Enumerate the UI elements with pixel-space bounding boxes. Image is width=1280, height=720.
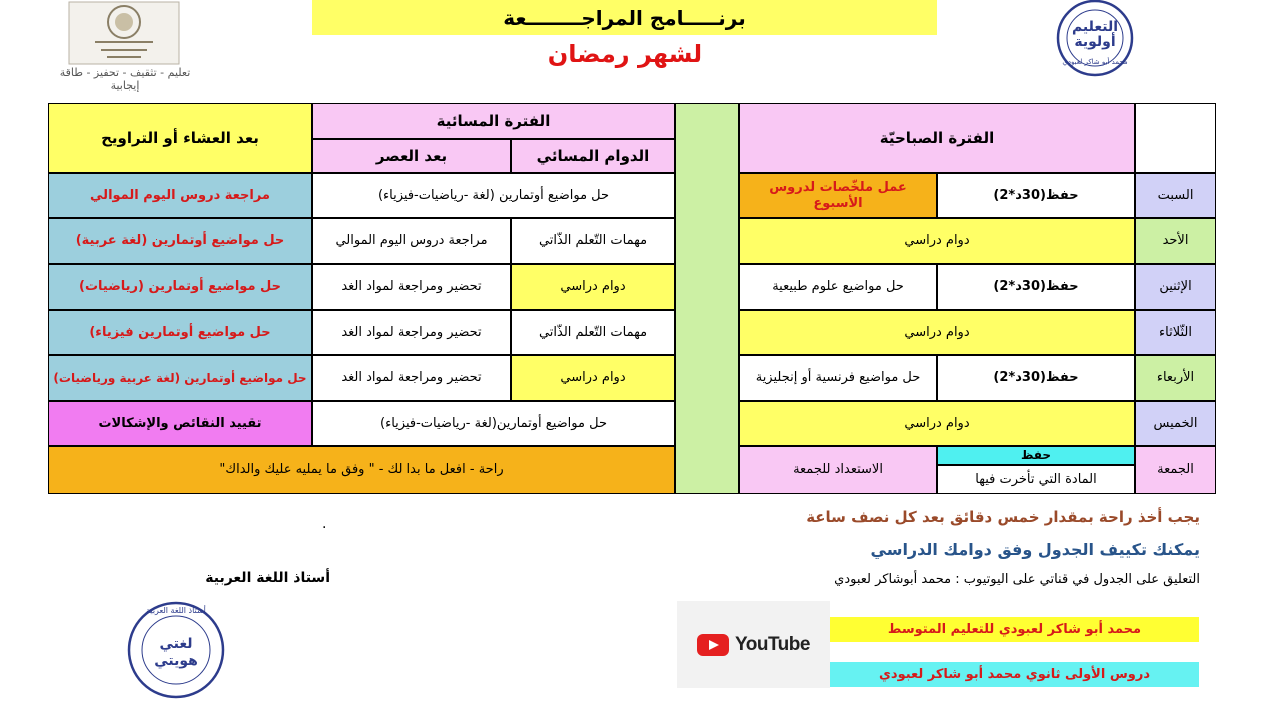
teacher-label: أستاذ اللغة العربية xyxy=(205,570,330,586)
fri-morning-2: الاستعداد للجمعة xyxy=(739,446,937,494)
logo-caption: تعليم - تثقيف - تحفيز - طاقة إيجابية xyxy=(59,66,191,92)
fri-morning-1-top: حفظ xyxy=(937,446,1135,465)
youtube-logo[interactable] xyxy=(677,601,830,688)
stray-dot: . xyxy=(322,516,327,532)
wed-night: حل مواضيع أوتمارين (لغة عربية ورياضيات) xyxy=(48,355,312,401)
sun-evening-1: مهمات التّعلم الذّاتي xyxy=(511,218,675,264)
tue-evening-1: مهمات التّعلم الذّاتي xyxy=(511,310,675,355)
wed-evening-2: تحضير ومراجعة لمواد الغد xyxy=(312,355,511,401)
wed-morning-2: حل مواضيع فرنسية أو إنجليزية xyxy=(739,355,937,401)
teacher-stamp xyxy=(118,600,234,700)
thu-morning: دوام دراسي xyxy=(739,401,1135,446)
after-asr-header: بعد العصر xyxy=(312,139,511,173)
morning-header: الفترة الصباحيّة xyxy=(739,103,1135,173)
youtube-label: YouTube xyxy=(735,633,810,655)
sat-evening: حل مواضيع أوتمارين (لغة -رياضيات-فيزياء) xyxy=(312,173,675,218)
wed-evening-1: دوام دراسي xyxy=(511,355,675,401)
tue-evening-2: تحضير ومراجعة لمواد الغد xyxy=(312,310,511,355)
after-isha-header: بعد العشاء أو التراويح xyxy=(48,103,312,173)
evening-header: الفترة المسائية xyxy=(312,103,675,139)
sat-morning-2: عمل ملخّصات لدروس الأسبوع xyxy=(739,173,937,218)
sun-evening-2: مراجعة دروس اليوم الموالي xyxy=(312,218,511,264)
sat-morning-1: حفظ(30د*2) xyxy=(937,173,1135,218)
day-sunday: الأحد xyxy=(1135,218,1216,264)
stamp-center-text: لغتي هويتي xyxy=(154,636,198,669)
adapt-note: يمكنك تكييف الجدول وفق دوامك الدراسي xyxy=(870,540,1200,559)
thu-night: تقييد النقائص والإشكالات xyxy=(48,401,312,446)
mon-morning-1: حفظ(30د*2) xyxy=(937,264,1135,310)
wed-morning-1: حفظ(30د*2) xyxy=(937,355,1135,401)
evening-shift-header: الدوام المسائي xyxy=(511,139,675,173)
mon-evening-2: تحضير ومراجعة لمواد الغد xyxy=(312,264,511,310)
youtube-comment: التعليق على الجدول في قناتي على اليوتيوب : محمد أبوشاكر لعبودي xyxy=(834,572,1200,587)
mon-evening-1: دوام دراسي xyxy=(511,264,675,310)
mon-morning-2: حل مواضيع علوم طبيعية xyxy=(739,264,937,310)
rest-note: يجب أخذ راحة بمقدار خمس دقائق بعد كل نصف ساعة xyxy=(806,508,1200,526)
page-subtitle: لشهر رمضان xyxy=(547,40,703,68)
stamp-ring-text: محمد أبو شاكر لعبودي xyxy=(1062,58,1128,66)
channel-link-2[interactable]: دروس الأولى ثانوي محمد أبو شاكر لعبودي xyxy=(830,662,1199,687)
sat-night: مراجعة دروس اليوم الموالي xyxy=(48,173,312,218)
stamp-text: التعليم أولوية xyxy=(1071,19,1119,51)
day-monday: الإثنين xyxy=(1135,264,1216,310)
stamp-ring-label: أستاذ اللغة العربية xyxy=(146,606,206,615)
channel-spacer xyxy=(830,642,1199,662)
day-tuesday: الثّلاثاء xyxy=(1135,310,1216,355)
day-friday: الجمعة xyxy=(1135,446,1216,494)
thu-evening: حل مواضيع أوتمارين(لغة -رياضيات-فيزياء) xyxy=(312,401,675,446)
channel-link-1[interactable]: محمد أبو شاكر لعبودي للتعليم المتوسط xyxy=(830,617,1199,642)
fri-morning-1-bottom: المادة التي تأخرت فيها xyxy=(937,465,1135,494)
youtube-play-icon xyxy=(697,634,729,656)
day-wednesday: الأربعاء xyxy=(1135,355,1216,401)
day-header-blank xyxy=(1135,103,1216,173)
tue-morning: دوام دراسي xyxy=(739,310,1135,355)
day-thursday: الخميس xyxy=(1135,401,1216,446)
fri-rest: راحة - افعل ما بدا لك - " وفق ما يمليه عليك والداك" xyxy=(48,446,675,494)
page-title: برنـــــامج المراجــــــــعة xyxy=(312,0,937,35)
sun-night: حل مواضيع أوتمارين (لغة عربية) xyxy=(48,218,312,264)
mon-night: حل مواضيع أوتمارين (رياضيات) xyxy=(48,264,312,310)
divider-column xyxy=(675,103,739,494)
tue-night: حل مواضيع أوتمارين فيزياء) xyxy=(48,310,312,355)
day-saturday: السبت xyxy=(1135,173,1216,218)
sun-morning: دوام دراسي xyxy=(739,218,1135,264)
